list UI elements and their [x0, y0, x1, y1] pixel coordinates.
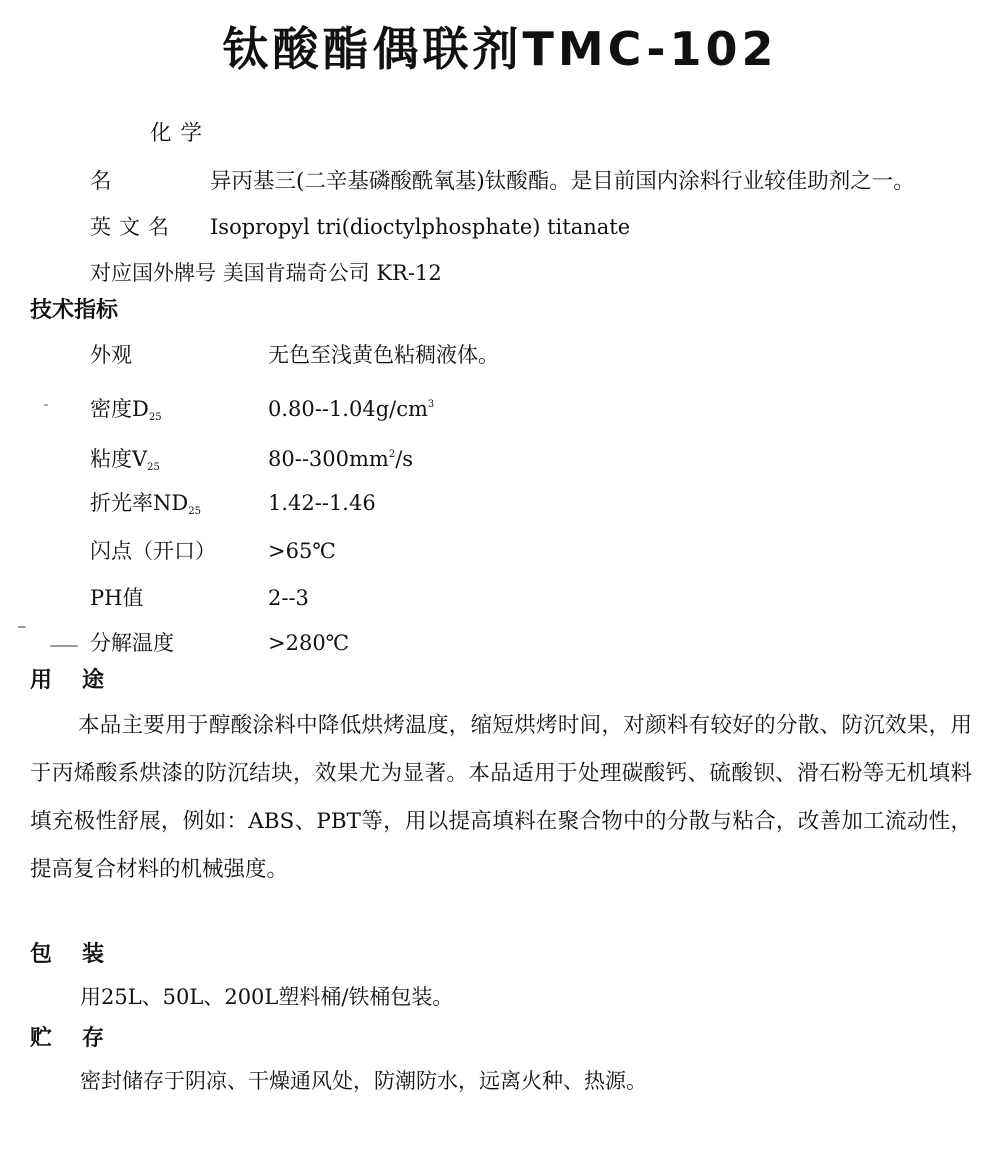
spec-appearance	[90, 340, 499, 370]
chemical-name-value: 异丙基三(二辛基磷酸酰氧基)钛酸酯。是目前国内涂料行业较佳助剂之一。	[210, 169, 915, 194]
spec-decomposition-name: 分解温度	[90, 631, 174, 655]
scan-speck	[50, 645, 78, 647]
spec-appearance-name: 外观	[90, 343, 132, 367]
specs-heading: 技术指标	[30, 298, 119, 323]
packaging-heading-char-1: 包	[30, 942, 53, 967]
english-name-line	[90, 212, 630, 242]
spec-refractive-value: 1.42--1.46	[268, 491, 376, 515]
english-name-value: Isopropyl tri(dioctylphosphate) titanate	[210, 215, 631, 239]
spec-viscosity-value: 80--300mm	[268, 447, 389, 471]
storage-heading-char-2: 存	[82, 1026, 105, 1051]
spec-ph	[90, 583, 309, 613]
spec-viscosity	[90, 440, 413, 483]
spec-density-name-text: 密度D	[90, 397, 149, 421]
spec-density-name	[90, 394, 268, 433]
spec-refractive-name-text: 折光率ND	[90, 491, 189, 515]
usage-paragraph: 本品主要用于醇酸涂料中降低烘烤温度，缩短烘烤时间，对颜料有较好的分散、防沉效果，用于丙烯酸系烘漆的防沉结块，效果尤为显著。本品适用于处理碳酸钙、硫酸钡、滑石粉等无机填料填充极性舒展，例如：ABS、PBT等，用以提高填料在聚合物中的分散与粘合，改善加工流动性，提高复合材料的机械强度。	[30, 713, 972, 882]
spec-decomposition-value: >280℃	[268, 631, 350, 655]
spec-viscosity-superscript: 2	[388, 449, 396, 460]
foreign-brand-value: 美国肯瑞奇公司 KR-12	[222, 261, 442, 285]
packaging-heading-char-2: 装	[82, 942, 105, 967]
spec-decomposition	[90, 628, 349, 658]
document-title: 钛酸酯偶联剂TMC-102	[222, 22, 778, 76]
spec-viscosity-name	[90, 444, 268, 483]
spec-viscosity-name-text: 粘度V	[90, 447, 148, 471]
packaging-text: 用25L、50L、200L塑料桶/铁桶包装。	[80, 985, 454, 1009]
spec-density-value: 0.80--1.04g/cm	[268, 397, 428, 421]
spec-refractive	[90, 488, 376, 527]
spec-appearance-value: 无色至浅黄色粘稠液体。	[268, 343, 499, 367]
spec-ph-value: 2--3	[268, 586, 309, 610]
english-name-label: 英文名	[90, 215, 177, 239]
scan-speck	[18, 626, 26, 628]
spec-density	[90, 390, 434, 433]
foreign-brand-label: 对应国外牌号	[90, 261, 216, 285]
usage-heading-char-2: 途	[82, 668, 105, 693]
packaging-heading	[30, 940, 104, 970]
spec-refractive-subscript: 25	[188, 506, 201, 517]
spec-flash-point-value: >65℃	[268, 539, 336, 563]
chemical-name-paragraph	[30, 110, 972, 206]
spec-flash-point	[90, 536, 336, 566]
spec-density-subscript: 25	[148, 412, 162, 423]
usage-heading-char-1: 用	[30, 668, 53, 693]
storage-heading-char-1: 贮	[30, 1026, 53, 1051]
spec-viscosity-unit-tail: /s	[395, 447, 414, 471]
spec-ph-name: PH值	[90, 586, 144, 610]
spec-density-superscript: 3	[427, 399, 435, 410]
foreign-brand-line	[90, 258, 442, 288]
storage-heading	[30, 1024, 104, 1054]
storage-text: 密封储存于阴凉、干燥通风处，防潮防水，远离火种、热源。	[80, 1069, 647, 1093]
chemical-name-label: 化学名	[90, 121, 210, 194]
spec-refractive-name	[90, 488, 268, 527]
spec-viscosity-subscript: 25	[147, 462, 160, 473]
usage-heading	[30, 666, 104, 696]
spec-flash-point-name: 闪点（开口）	[90, 539, 216, 563]
scan-speck	[44, 404, 48, 406]
